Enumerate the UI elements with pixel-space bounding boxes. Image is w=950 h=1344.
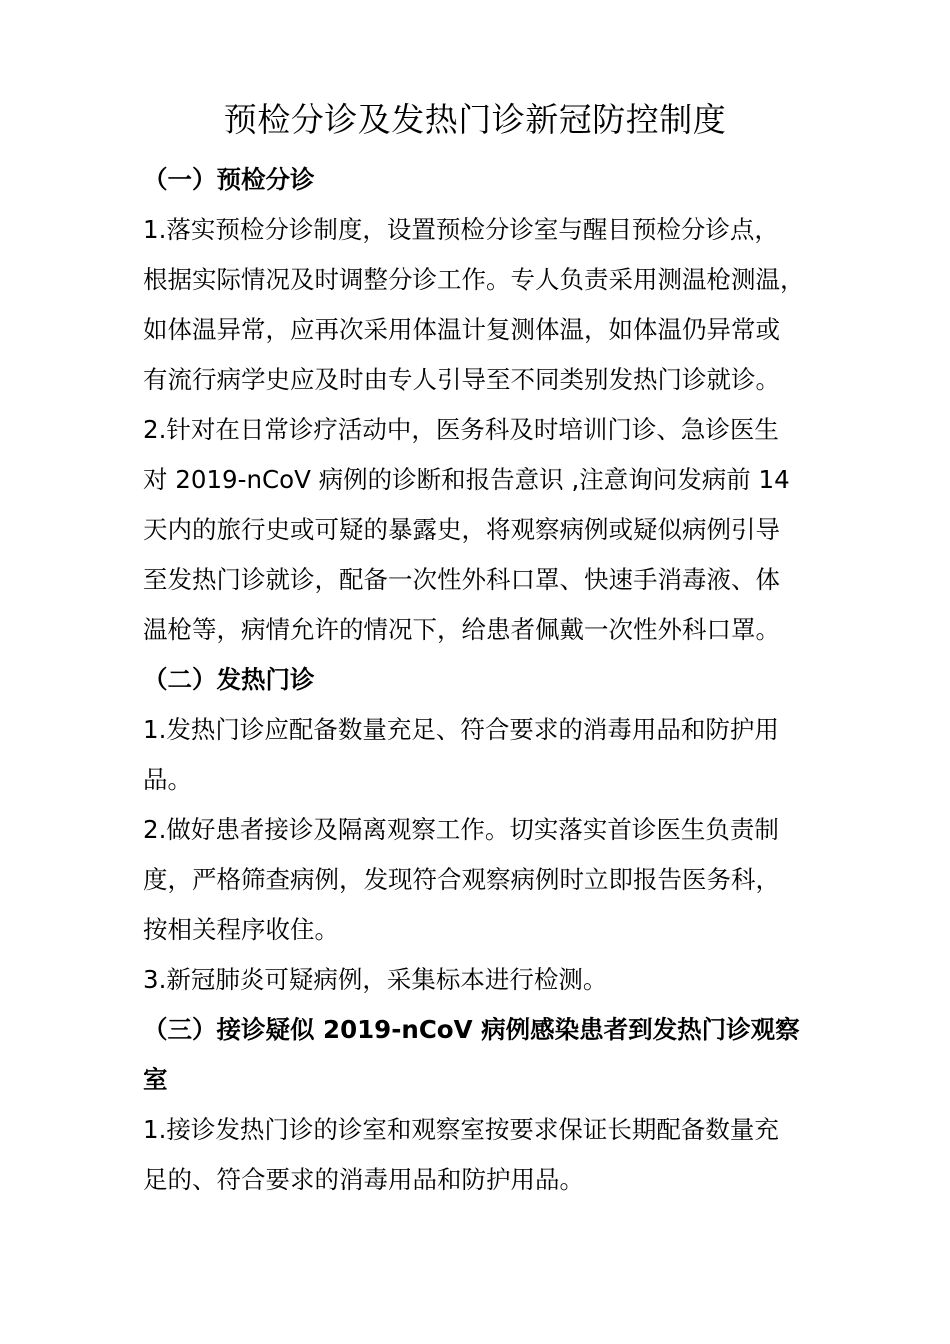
paragraph-line: 2.做好患者接诊及隔离观察工作。切实落实首诊医生负责制: [143, 815, 779, 844]
paragraph-line: 对 2019-nCoV 病例的诊断和报告意识 ,注意询问发病前 14: [143, 465, 790, 494]
paragraph-line: 天内的旅行史或可疑的暴露史，将观察病例或疑似病例引导: [143, 515, 780, 544]
section-heading-observation-room-cont: 室: [143, 1065, 168, 1094]
document-body: [143, 155, 843, 1205]
paragraph-line: 1.落实预检分诊制度，设置预检分诊室与醒目预检分诊点，: [143, 215, 779, 244]
paragraph-line: 如体温异常，应再次采用体温计复测体温，如体温仍异常或: [143, 315, 780, 344]
paragraph-line: 有流行病学史应及时由专人引导至不同类别发热门诊就诊。: [143, 365, 780, 394]
paragraph-line: 1.接诊发热门诊的诊室和观察室按要求保证长期配备数量充: [143, 1115, 779, 1144]
paragraph-line: 度，严格筛查病例，发现符合观察病例时立即报告医务科，: [143, 865, 780, 894]
paragraph-line: 足的、符合要求的消毒用品和防护用品。: [143, 1165, 584, 1194]
paragraph-line: 温枪等，病情允许的情况下，给患者佩戴一次性外科口罩。: [143, 615, 780, 644]
section-heading-observation-room: （三）接诊疑似 2019-nCoV 病例感染患者到发热门诊观察: [143, 1015, 800, 1044]
paragraph-line: 品。: [143, 765, 192, 794]
document-title: 预检分诊及发热门诊新冠防控制度: [223, 100, 727, 139]
paragraph-line: 根据实际情况及时调整分诊工作。专人负责采用测温枪测温，: [143, 265, 805, 294]
paragraph-line: 3.新冠肺炎可疑病例，采集标本进行检测。: [143, 965, 608, 994]
section-heading-preexam: （一）预检分诊: [143, 165, 315, 194]
paragraph-line: 按相关程序收住。: [143, 915, 339, 944]
paragraph-line: 2.针对在日常诊疗活动中，医务科及时培训门诊、急诊医生: [143, 415, 779, 444]
paragraph-line: 至发热门诊就诊，配备一次性外科口罩、快速手消毒液、体: [143, 565, 780, 594]
paragraph-line: 1.发热门诊应配备数量充足、符合要求的消毒用品和防护用: [143, 715, 779, 744]
section-heading-fever-clinic: （二）发热门诊: [143, 665, 315, 694]
